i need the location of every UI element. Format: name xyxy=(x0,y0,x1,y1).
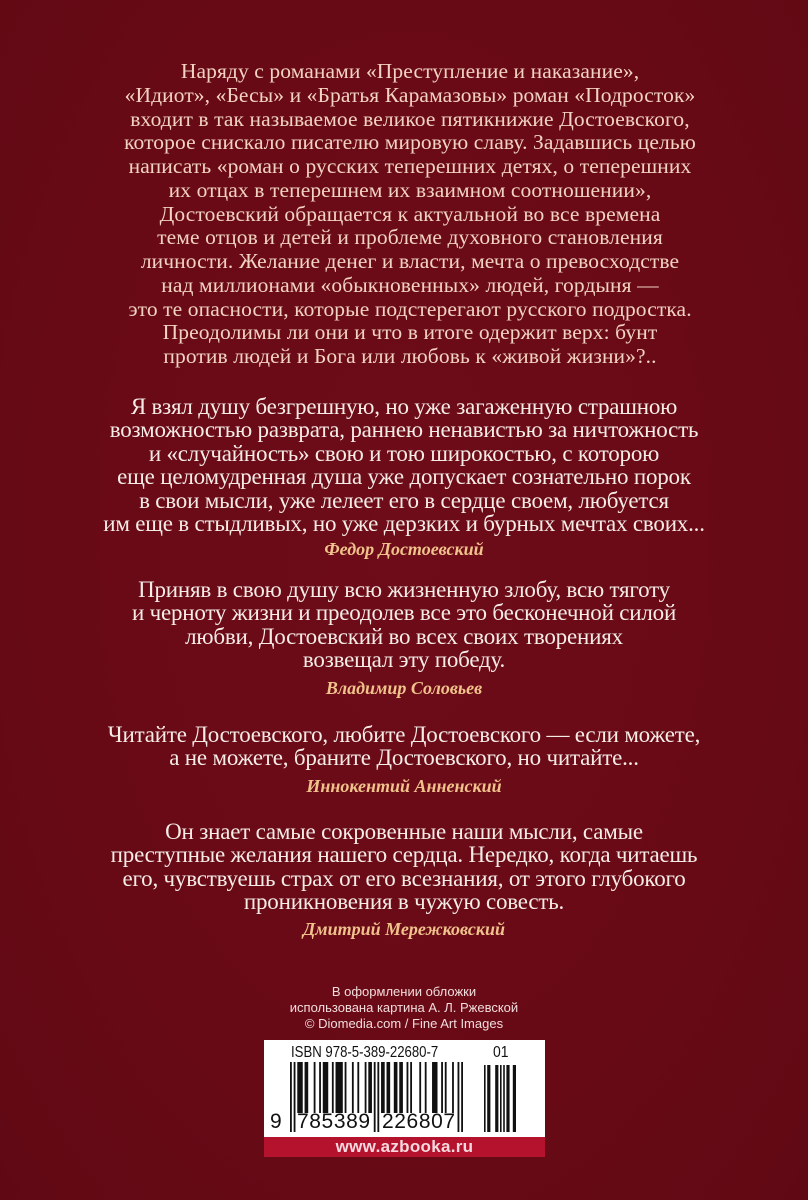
annotation-line: Достоевский обращается к актуальной во все времена xyxy=(159,201,661,226)
quote-line: еще целомудренная душа уже допускает сознательно порок xyxy=(117,464,691,490)
quote-line: Я взял душу безгрешную, но уже загаженную страшною xyxy=(130,394,678,419)
quote-line: Приняв в свою душу всю жизненную злобу, всю тяготу xyxy=(138,577,670,602)
cover-art-credit xyxy=(0,984,808,1032)
annotation-line: это те опасности, которые подстерегают русского подростка. xyxy=(128,296,692,321)
quote-author: Дмитрий Мережковский xyxy=(303,919,505,939)
quote-author: Федор Достоевский xyxy=(324,539,484,559)
annotation-line: входит в так называемое великое пятикнижие Достоевского, xyxy=(130,106,690,131)
annotation-line: над миллионами «обыкновенных» людей, гордыня — xyxy=(161,272,659,297)
barcode-addon-label: 01 xyxy=(493,1044,509,1061)
annotation-line: их отцах в теперешнем их взаимном соотношении», xyxy=(168,177,652,202)
credit-line: использована картина А. Л. Ржевской xyxy=(289,1000,519,1015)
quote-line: Он знает самые сокровенные наши мысли, самые xyxy=(165,819,643,844)
isbn-label: ISBN 978-5-389-22680-7 xyxy=(291,1044,439,1061)
annotation-line: Преодолимы ли они и что в итоге одержит верх: бунт xyxy=(162,320,658,345)
quote-merezhkovsky xyxy=(0,820,808,914)
annotation-line: «Идиот», «Бесы» и «Братья Карамазовы» роман «Подросток» xyxy=(124,82,696,107)
quote-author: Иннокентий Анненский xyxy=(306,776,502,796)
quote-line: возвещал эту победу. xyxy=(302,647,506,673)
quote-author: Владимир Соловьев xyxy=(325,678,483,698)
quote-line: в свои мысли, уже лелеет его в сердце своем, любуется xyxy=(139,487,669,513)
credit-line: В оформлении обложки xyxy=(331,984,477,999)
quote-line: и черноту жизни и преодолев все это бесконечной силой xyxy=(131,600,677,626)
quote-line: Читайте Достоевского, любите Достоевского — если можете, xyxy=(107,722,701,747)
quote-line: возможностью разврата, раннею ненавистью за ничтожность xyxy=(109,417,699,443)
quote-line: любви, Достоевский во всех своих творениях xyxy=(185,623,623,649)
annotation-line: теме отцов и детей и проблеме духовного становления xyxy=(157,225,663,250)
quote-line: его, чувствуешь страх от его всезнания, от этого глубокого xyxy=(122,865,686,891)
quote-line: и «случайность» свою и тою широкостью, с которою xyxy=(148,440,660,466)
quote-line: им еще в стыдливых, но уже дерзких и бурных мечтах своих... xyxy=(103,511,705,537)
annotation-paragraph xyxy=(0,60,808,369)
quote-annensky xyxy=(0,723,808,770)
quote-solovyov xyxy=(0,578,808,672)
annotation-line: личности. Желание денег и власти, мечта о превосходстве xyxy=(140,249,680,273)
annotation-line: против людей и Бога или любовь к «живой жизни»?.. xyxy=(163,344,657,368)
publisher-website: www.azbooka.ru xyxy=(264,1137,545,1157)
quote-line: проникновения в чужую совесть. xyxy=(243,889,565,915)
barcode-right-digits: 226807 xyxy=(382,1110,456,1133)
isbn-barcode xyxy=(264,1040,545,1157)
credit-line: © Diomedia.com / Fine Art Images xyxy=(304,1016,504,1031)
barcode-first-digit: 9 xyxy=(270,1110,282,1133)
annotation-line: которое снискало писателю мировую славу. Задавшись целью xyxy=(124,130,696,155)
quote-line: а не можете, браните Достоевского, но читайте... xyxy=(169,745,639,771)
annotation-line: написать «роман о русских теперешних детях, о теперешних xyxy=(128,154,692,178)
annotation-line: Наряду с романами «Преступление и наказание», xyxy=(180,59,640,83)
quote-dostoevsky xyxy=(0,395,808,535)
barcode-left-digits: 785389 xyxy=(297,1110,371,1133)
quote-line: преступные желания нашего сердца. Нередко, когда читаешь xyxy=(110,842,698,868)
barcode-addon-bars-icon xyxy=(484,1065,516,1132)
